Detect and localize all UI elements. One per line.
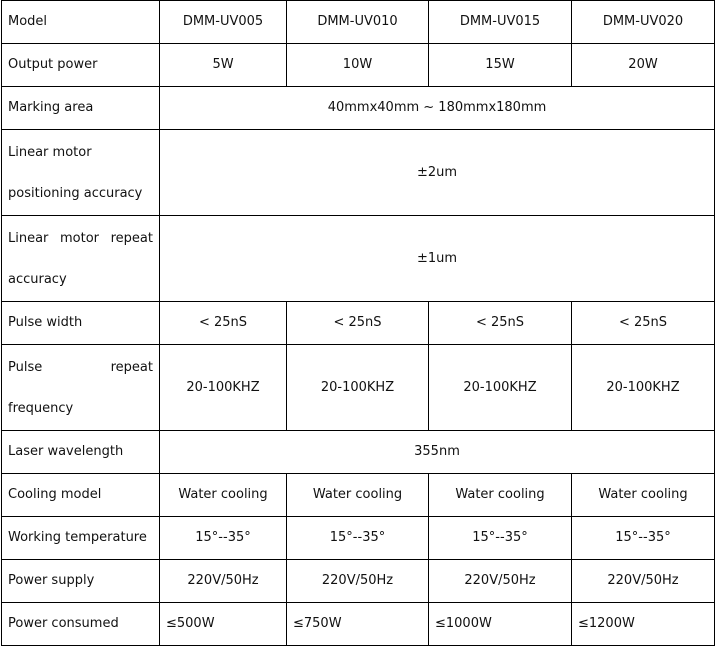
- model-cell: DMM-UV015: [429, 1, 572, 44]
- repeat-accuracy-value: ±1um: [160, 216, 715, 302]
- output-power-cell: 15W: [429, 44, 572, 87]
- cooling-cell: Water cooling: [572, 474, 715, 517]
- row-label-marking-area: Marking area: [2, 87, 160, 130]
- table-row-marking-area: [2, 87, 715, 130]
- pulse-width-cell: < 25nS: [572, 302, 715, 345]
- power-consumed-cell: ≤750W: [287, 603, 429, 646]
- output-power-cell: 20W: [572, 44, 715, 87]
- label-line: Linear motor: [8, 144, 92, 160]
- output-power-cell: 10W: [287, 44, 429, 87]
- power-consumed-cell: ≤1000W: [429, 603, 572, 646]
- frequency-cell: 20-100KHZ: [160, 345, 287, 431]
- temperature-cell: 15°--35°: [160, 517, 287, 560]
- label-word: Pulse: [8, 359, 43, 375]
- frequency-cell: 20-100KHZ: [287, 345, 429, 431]
- row-label-pulse-width: Pulse width: [2, 302, 160, 345]
- power-supply-cell: 220V/50Hz: [160, 560, 287, 603]
- label-line: accuracy: [8, 271, 67, 287]
- marking-area-value: 40mmx40mm ~ 180mmx180mm: [160, 87, 715, 130]
- label-line: [8, 347, 153, 388]
- cooling-cell: Water cooling: [429, 474, 572, 517]
- row-label-laser-wavelength: Laser wavelength: [2, 431, 160, 474]
- row-label-positioning-accuracy: [2, 130, 160, 216]
- table-row-power-consumed: [2, 603, 715, 646]
- frequency-cell: 20-100KHZ: [572, 345, 715, 431]
- power-consumed-cell: ≤500W: [160, 603, 287, 646]
- pulse-width-cell: < 25nS: [160, 302, 287, 345]
- label-line: Linear motor repeat: [8, 230, 153, 246]
- positioning-accuracy-value: ±2um: [160, 130, 715, 216]
- row-label-model: Model: [2, 1, 160, 44]
- label-word: repeat: [110, 359, 153, 375]
- cooling-cell: Water cooling: [160, 474, 287, 517]
- row-label-repeat-accuracy: [2, 216, 160, 302]
- output-power-cell: 5W: [160, 44, 287, 87]
- table-row-output-power: [2, 44, 715, 87]
- model-cell: DMM-UV005: [160, 1, 287, 44]
- pulse-width-cell: < 25nS: [287, 302, 429, 345]
- model-cell: DMM-UV010: [287, 1, 429, 44]
- cooling-cell: Water cooling: [287, 474, 429, 517]
- table-row-working-temperature: [2, 517, 715, 560]
- label-line: frequency: [8, 400, 74, 416]
- frequency-cell: 20-100KHZ: [429, 345, 572, 431]
- temperature-cell: 15°--35°: [572, 517, 715, 560]
- laser-wavelength-value: 355nm: [160, 431, 715, 474]
- power-supply-cell: 220V/50Hz: [572, 560, 715, 603]
- table-row-power-supply: [2, 560, 715, 603]
- row-label-cooling-model: Cooling model: [2, 474, 160, 517]
- power-supply-cell: 220V/50Hz: [429, 560, 572, 603]
- table-row-laser-wavelength: [2, 431, 715, 474]
- row-label-power-consumed: Power consumed: [2, 603, 160, 646]
- table-row-pulse-repeat-frequency: [2, 345, 715, 431]
- temperature-cell: 15°--35°: [429, 517, 572, 560]
- power-consumed-cell: ≤1200W: [572, 603, 715, 646]
- table-row-repeat-accuracy: [2, 216, 715, 302]
- table-row-pulse-width: [2, 302, 715, 345]
- table-row-positioning-accuracy: [2, 130, 715, 216]
- power-supply-cell: 220V/50Hz: [287, 560, 429, 603]
- row-label-power-supply: Power supply: [2, 560, 160, 603]
- row-label-working-temperature: Working temperature: [2, 517, 160, 560]
- pulse-width-cell: < 25nS: [429, 302, 572, 345]
- model-cell: DMM-UV020: [572, 1, 715, 44]
- table-row-model: [2, 1, 715, 44]
- spec-table: [1, 0, 715, 646]
- table-row-cooling-model: [2, 474, 715, 517]
- row-label-output-power: Output power: [2, 44, 160, 87]
- temperature-cell: 15°--35°: [287, 517, 429, 560]
- label-line: positioning accuracy: [8, 185, 143, 201]
- row-label-pulse-repeat-frequency: [2, 345, 160, 431]
